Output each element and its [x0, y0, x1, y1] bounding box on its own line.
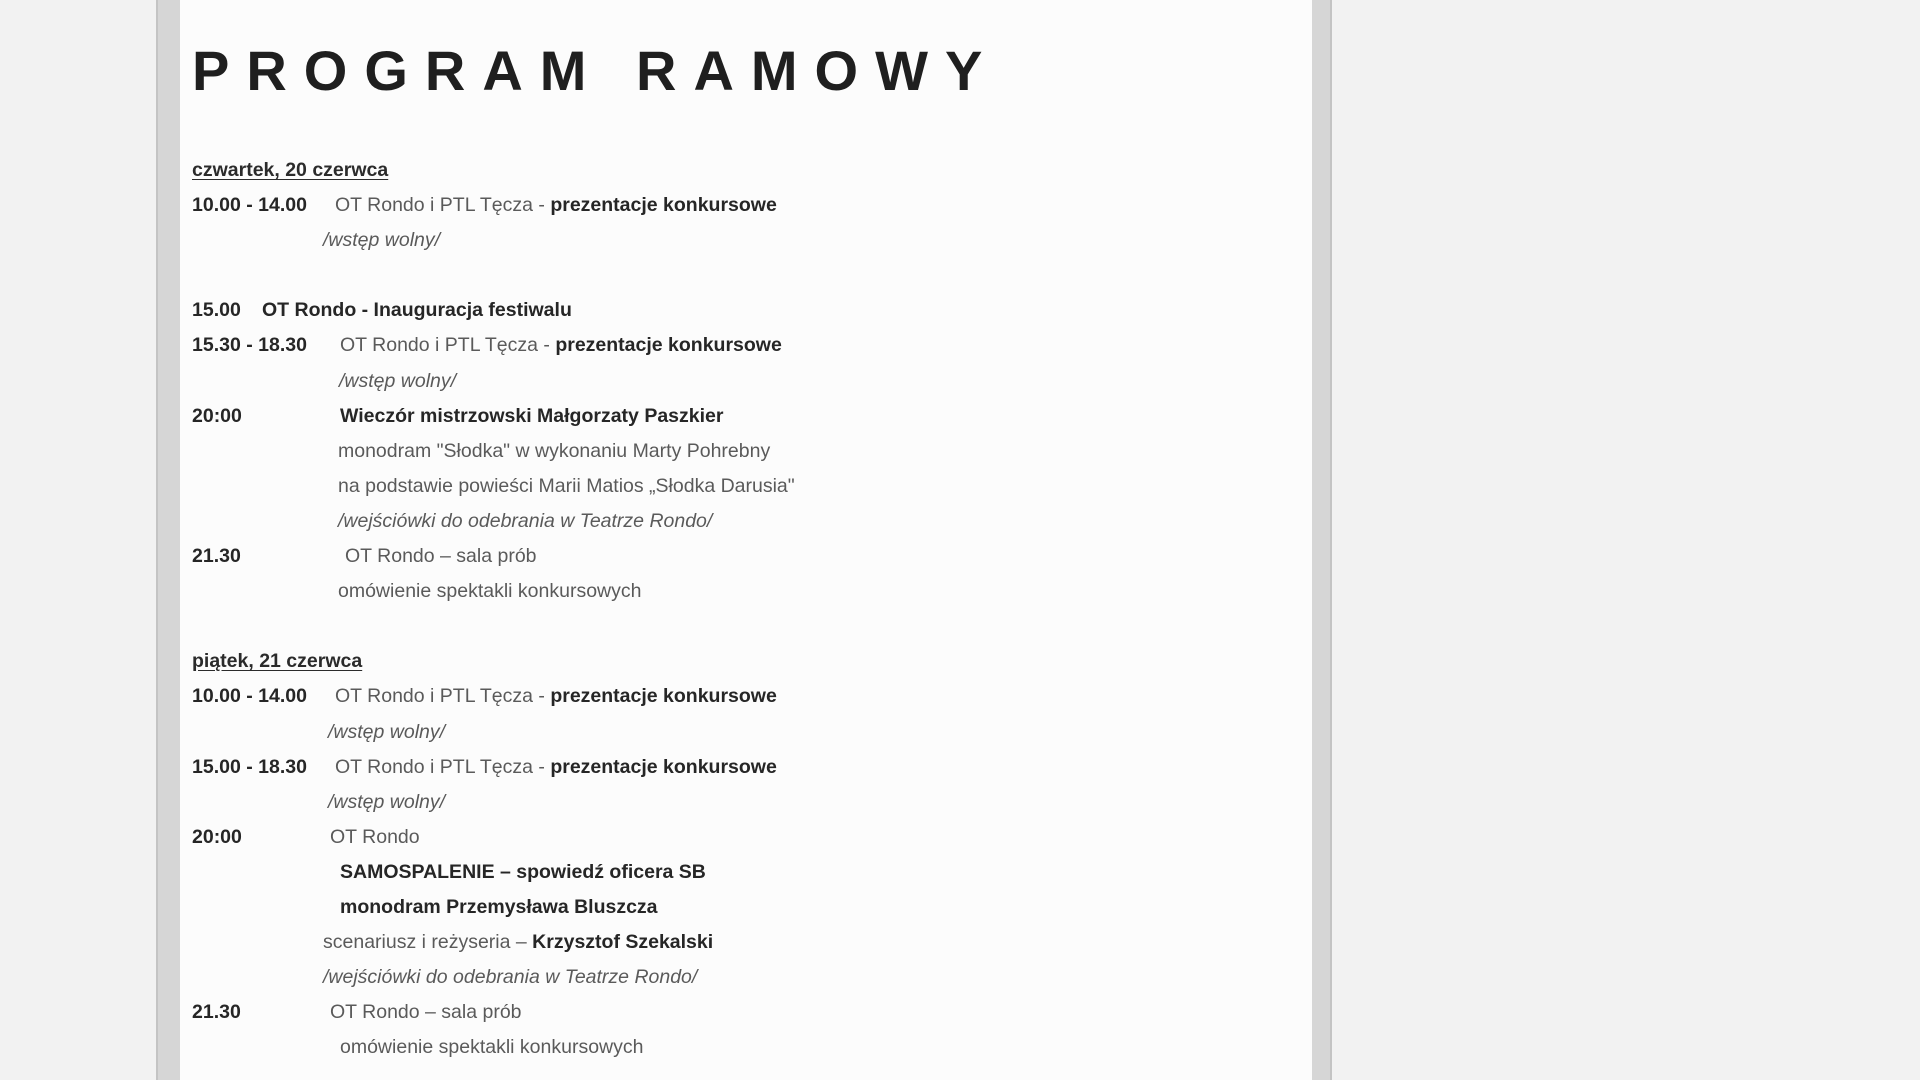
entry-note: /wejściówki do odebrania w Teatrze Rondo/ — [323, 966, 698, 989]
schedule-note — [192, 504, 1292, 539]
entry-note: /wstęp wolny/ — [323, 229, 441, 252]
schedule-row — [192, 328, 1292, 363]
schedule-note — [192, 715, 1292, 750]
event-info — [335, 750, 777, 785]
event-info — [335, 679, 777, 714]
schedule-row — [192, 995, 1292, 1030]
schedule-row — [192, 293, 1292, 328]
event-time: 21.30 — [192, 1001, 241, 1024]
spacer — [192, 609, 1292, 644]
event-venue: OT Rondo – sala prób — [330, 1001, 522, 1024]
event-title: prezentacje konkursowe — [550, 194, 777, 217]
event-time: 15.30 - 18.30 — [192, 334, 307, 357]
schedule-detail — [192, 469, 1292, 504]
spacer — [192, 258, 1292, 293]
event-credit — [323, 925, 713, 960]
event-subtitle: monodram Przemysława Bluszcza — [340, 895, 658, 918]
event-title: SAMOSPALENIE – spowiedź oficera SB — [340, 860, 706, 883]
schedule-note — [192, 960, 1292, 995]
credit-name: Krzysztof Szekalski — [532, 931, 714, 954]
event-venue: OT Rondo – sala prób — [345, 545, 537, 568]
schedule-row — [192, 188, 1292, 223]
event-title: prezentacje konkursowe — [555, 334, 782, 357]
event-venue: OT Rondo i PTL Tęcza - — [340, 334, 556, 357]
event-time: 21.30 — [192, 545, 241, 568]
schedule-row — [192, 750, 1292, 785]
schedule-note — [192, 364, 1292, 399]
event-description: omówienie spektakli konkursowych — [338, 580, 642, 603]
day-label: piątek, 21 czerwca — [192, 650, 363, 673]
entry-note: /wstęp wolny/ — [328, 720, 446, 743]
entry-note: /wejściówki do odebrania w Teatrze Rondo/ — [338, 509, 713, 532]
schedule-row — [192, 679, 1292, 714]
event-venue: OT Rondo i PTL Tęcza - — [335, 194, 551, 217]
event-info — [340, 328, 782, 363]
event-title: OT Rondo - Inauguracja festiwalu — [262, 299, 572, 322]
event-title: Wieczór mistrzowski Małgorzaty Paszkier — [340, 404, 724, 427]
schedule-row — [192, 820, 1292, 855]
event-description: monodram "Słodka" w wykonaniu Marty Pohrebny — [338, 439, 771, 462]
event-time: 20:00 — [192, 404, 242, 427]
event-description: omówienie spektakli konkursowych — [340, 1036, 644, 1059]
event-time: 20:00 — [192, 825, 242, 848]
credit-label: scenariusz i reżyseria – — [323, 931, 533, 954]
schedule-detail — [192, 855, 1292, 890]
event-title: prezentacje konkursowe — [550, 755, 777, 778]
document-page — [180, 0, 1312, 1080]
schedule-note — [192, 223, 1292, 258]
schedule-note — [192, 785, 1292, 820]
schedule-detail — [192, 890, 1292, 925]
schedule-row — [192, 399, 1292, 434]
schedule-row — [192, 539, 1292, 574]
event-title: prezentacje konkursowe — [550, 685, 777, 708]
schedule-detail — [192, 574, 1292, 609]
event-description: na podstawie powieści Marii Matios „Słodka Darusia" — [338, 474, 795, 497]
event-time: 15.00 - 18.30 — [192, 755, 307, 778]
event-venue: OT Rondo — [330, 825, 420, 848]
event-time: 10.00 - 14.00 — [192, 685, 307, 708]
program-schedule — [192, 153, 1292, 1065]
event-info — [335, 188, 777, 223]
schedule-detail — [192, 434, 1292, 469]
page-title: PROGRAM RAMOWY — [192, 39, 1000, 102]
entry-note: /wstęp wolny/ — [339, 369, 457, 392]
event-venue: OT Rondo i PTL Tęcza - — [335, 755, 551, 778]
day-heading — [192, 644, 1292, 679]
day-label: czwartek, 20 czerwca — [192, 159, 389, 181]
schedule-detail — [192, 1030, 1292, 1065]
event-venue: OT Rondo i PTL Tęcza - — [335, 685, 551, 708]
day-heading — [192, 153, 1292, 188]
event-time: 15.00 — [192, 299, 241, 322]
event-time: 10.00 - 14.00 — [192, 194, 307, 217]
schedule-detail — [192, 925, 1292, 960]
entry-note: /wstęp wolny/ — [328, 790, 446, 813]
